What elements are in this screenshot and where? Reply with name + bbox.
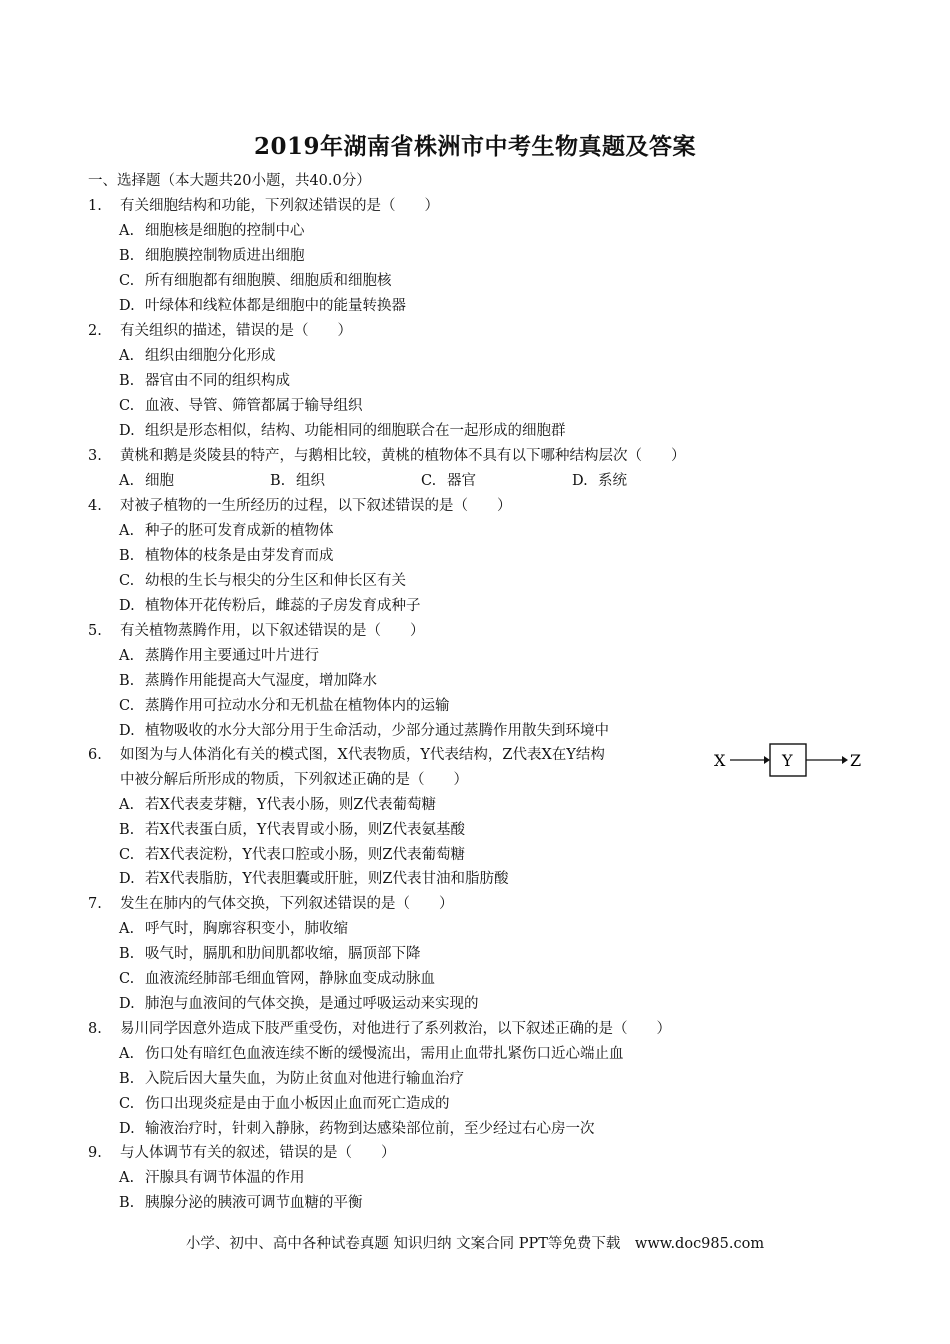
options-3-row — [119, 469, 723, 490]
option-label: A. — [119, 921, 135, 937]
option-2a — [119, 344, 276, 365]
option-text: 血液、导管、筛管都属于输导组织 — [145, 398, 363, 414]
option-text: 蒸腾作用可拉动水分和无机盐在植物体内的运输 — [145, 698, 450, 714]
option-label: D. — [119, 871, 135, 887]
option-8c — [119, 1092, 450, 1113]
option-5a — [119, 644, 319, 665]
option-text: 呼气时，胸廓容积变小，肺收缩 — [145, 921, 348, 937]
question-text: 有关植物蒸腾作用，以下叙述错误的是（ ） — [120, 623, 425, 639]
option-4c — [119, 569, 406, 590]
question-number: 4. — [88, 498, 102, 514]
option-label: D. — [119, 423, 135, 439]
option-9a — [119, 1166, 305, 1187]
option-1c — [119, 269, 392, 290]
option-label: D. — [119, 598, 135, 614]
option-2d — [119, 419, 566, 440]
option-text: 若X代表麦芽糖，Y代表小肠，则Z代表葡萄糖 — [145, 797, 436, 813]
option-label: C. — [119, 398, 135, 414]
option-text: 若X代表蛋白质，Y代表胃或小肠，则Z代表氨基酸 — [145, 822, 465, 838]
option-label: B. — [119, 673, 135, 689]
option-text: 植物体的枝条是由芽发育而成 — [145, 548, 334, 564]
diagram-x-label: X — [714, 751, 726, 770]
option-label: C. — [119, 1096, 135, 1112]
option-text: 组织 — [296, 473, 325, 489]
question-text: 黄桃和鹅是炎陵县的特产，与鹅相比较，黄桃的植物体不具有以下哪种结构层次（ ） — [120, 448, 686, 464]
option-9b — [119, 1191, 363, 1212]
option-text: 叶绿体和线粒体都是细胞中的能量转换器 — [145, 298, 406, 314]
option-label: A. — [119, 473, 135, 489]
section-heading: 一、选择题（本大题共20小题，共40.0分） — [88, 173, 371, 189]
option-4d — [119, 594, 421, 615]
option-5b — [119, 669, 377, 690]
option-3b — [270, 469, 421, 490]
option-text: 蒸腾作用能提高大气湿度，增加降水 — [145, 673, 377, 689]
option-text: 系统 — [598, 473, 627, 489]
option-6c — [119, 843, 465, 864]
option-label: B. — [119, 1195, 135, 1211]
option-label: B. — [119, 1071, 135, 1087]
option-5c — [119, 694, 450, 715]
option-text: 若X代表淀粉，Y代表口腔或小肠，则Z代表葡萄糖 — [145, 847, 465, 863]
option-label: C. — [119, 698, 135, 714]
option-label: B. — [119, 373, 135, 389]
question-text: 有关细胞结构和功能，下列叙述错误的是（ ） — [120, 198, 439, 214]
option-text: 细胞 — [145, 473, 174, 489]
question-5 — [88, 619, 425, 640]
option-4b — [119, 544, 334, 565]
question-8 — [88, 1017, 671, 1038]
question-number: 8. — [88, 1021, 102, 1037]
option-text: 所有细胞都有细胞膜、细胞质和细胞核 — [145, 273, 392, 289]
option-label: A. — [119, 348, 135, 364]
option-text: 输液治疗时，针刺入静脉，药物到达感染部位前，至少经过右心房一次 — [145, 1121, 595, 1137]
option-text: 血液流经肺部毛细血管网，静脉血变成动脉血 — [145, 971, 435, 987]
option-8d — [119, 1117, 595, 1138]
option-label: C. — [119, 273, 135, 289]
arrowhead-icon — [842, 756, 848, 764]
question-6 — [88, 743, 605, 764]
option-text: 胰腺分泌的胰液可调节血糖的平衡 — [145, 1195, 363, 1211]
option-text: 若X代表脂肪，Y代表胆囊或肝脏，则Z代表甘油和脂肪酸 — [145, 871, 509, 887]
option-text: 蒸腾作用主要通过叶片进行 — [145, 648, 319, 664]
arrowhead-icon — [764, 756, 770, 764]
question-1 — [88, 194, 439, 215]
question-2 — [88, 319, 352, 340]
question-text: 对被子植物的一生所经历的过程，以下叙述错误的是（ ） — [120, 498, 512, 514]
question-7 — [88, 892, 454, 913]
option-label: D. — [119, 996, 135, 1012]
question-number: 9. — [88, 1145, 102, 1161]
option-label: A. — [119, 1046, 135, 1062]
option-text: 细胞核是细胞的控制中心 — [145, 223, 305, 239]
question-9 — [88, 1141, 396, 1162]
option-1d — [119, 294, 406, 315]
option-1b — [119, 244, 305, 265]
question-number: 1. — [88, 198, 102, 214]
option-text: 植物吸收的水分大部分用于生命活动，少部分通过蒸腾作用散失到环境中 — [145, 723, 609, 739]
option-label: A. — [119, 223, 135, 239]
question-text: 有关组织的描述，错误的是（ ） — [120, 323, 352, 339]
option-label: C. — [119, 971, 135, 987]
question-text: 发生在肺内的气体交换，下列叙述错误的是（ ） — [120, 896, 454, 912]
option-label: B. — [119, 248, 135, 264]
question-number: 5. — [88, 623, 102, 639]
option-5d — [119, 719, 609, 740]
question-number: 3. — [88, 448, 102, 464]
option-8a — [119, 1042, 624, 1063]
option-3c — [421, 469, 572, 490]
question-text: 如图为与人体消化有关的模式图，X代表物质，Y代表结构，Z代表X在Y结构 — [120, 747, 605, 763]
option-label: B. — [119, 822, 135, 838]
option-4a — [119, 519, 334, 540]
question-6-continued: 中被分解后所形成的物质，下列叙述正确的是（ ） — [120, 772, 468, 788]
option-8b — [119, 1067, 464, 1088]
option-text: 吸气时，膈肌和肋间肌都收缩，膈顶部下降 — [145, 946, 421, 962]
option-7c — [119, 967, 435, 988]
question-number: 6. — [88, 747, 102, 763]
option-text: 伤口处有暗红色血液连续不断的缓慢流出，需用止血带扎紧伤口近心端止血 — [145, 1046, 624, 1062]
option-6a — [119, 793, 436, 814]
option-label: D. — [119, 298, 135, 314]
diagram-y-label: Y — [782, 751, 793, 770]
option-label: C. — [119, 573, 135, 589]
option-6b — [119, 818, 465, 839]
diagram-z-label: Z — [850, 751, 862, 770]
option-label: A. — [119, 523, 135, 539]
option-label: B. — [119, 946, 135, 962]
question-3 — [88, 444, 686, 465]
page-footer: 小学、初中、高中各种试卷真题 知识归纳 文案合同 PPT等免费下载 www.doc985.com — [185, 1236, 765, 1252]
option-6d — [119, 867, 508, 888]
option-text: 肺泡与血液间的气体交换，是通过呼吸运动来实现的 — [145, 996, 479, 1012]
option-text: 幼根的生长与根尖的分生区和伸长区有关 — [145, 573, 406, 589]
option-label: C. — [421, 473, 437, 489]
option-text: 伤口出现炎症是由于血小板因止血而死亡造成的 — [145, 1096, 450, 1112]
option-text: 器官 — [447, 473, 476, 489]
option-3a — [119, 469, 270, 490]
option-text: 植物体开花传粉后，雌蕊的子房发育成种子 — [145, 598, 421, 614]
option-2b — [119, 369, 290, 390]
page-title: 2019年湖南省株洲市中考生物真题及答案 — [253, 133, 696, 160]
question-number: 2. — [88, 323, 102, 339]
option-label: B. — [119, 548, 135, 564]
option-7b — [119, 942, 421, 963]
option-text: 种子的胚可发育成新的植物体 — [145, 523, 334, 539]
option-3d — [572, 469, 723, 490]
option-text: 汗腺具有调节体温的作用 — [145, 1170, 305, 1186]
option-text: 器官由不同的组织构成 — [145, 373, 290, 389]
option-label: D. — [572, 473, 588, 489]
option-text: 入院后因大量失血，为防止贫血对他进行输血治疗 — [145, 1071, 464, 1087]
xyz-flow-diagram — [712, 742, 862, 778]
option-text: 细胞膜控制物质进出细胞 — [145, 248, 305, 264]
option-text: 组织由细胞分化形成 — [145, 348, 276, 364]
option-label: A. — [119, 797, 135, 813]
question-4 — [88, 494, 512, 515]
option-label: A. — [119, 1170, 135, 1186]
option-7a — [119, 917, 348, 938]
option-label: C. — [119, 847, 135, 863]
option-text: 组织是形态相似，结构、功能相同的细胞联合在一起形成的细胞群 — [145, 423, 566, 439]
question-number: 7. — [88, 896, 102, 912]
option-7d — [119, 992, 479, 1013]
option-label: A. — [119, 648, 135, 664]
option-label: D. — [119, 1121, 135, 1137]
option-label: B. — [270, 473, 286, 489]
option-1a — [119, 219, 305, 240]
option-label: D. — [119, 723, 135, 739]
option-2c — [119, 394, 363, 415]
question-text: 与人体调节有关的叙述，错误的是（ ） — [120, 1145, 396, 1161]
question-text: 易川同学因意外造成下肢严重受伤，对他进行了系列救治，以下叙述正确的是（ ） — [120, 1021, 671, 1037]
